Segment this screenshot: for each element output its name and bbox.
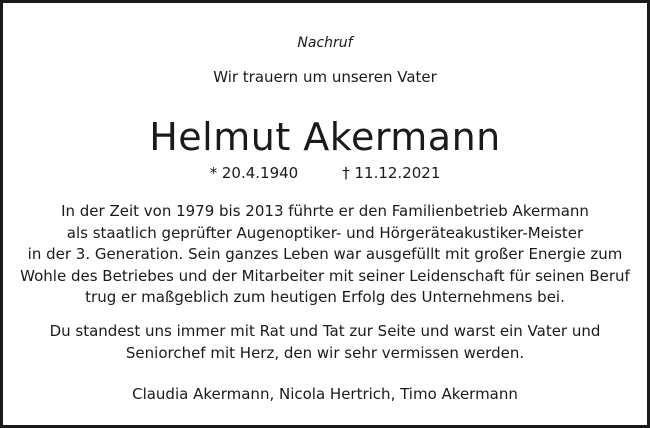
biography-line: trug er maßgeblich zum heutigen Erfolg des Unternehmens bei. <box>85 288 565 306</box>
life-dates <box>3 163 647 183</box>
deceased-name: Helmut Akermann <box>149 115 501 159</box>
closing-line: Seniorchef mit Herz, den wir sehr vermissen werden. <box>125 343 525 362</box>
biography-line: In der Zeit von 1979 bis 2013 führte er den Familienbetrieb Akermann <box>61 202 589 220</box>
death-date: † 11.12.2021 <box>342 164 441 182</box>
signers-line: Claudia Akermann, Nicola Hertrich, Timo Akermann <box>132 385 518 403</box>
intro-line: Wir trauern um unseren Vater <box>213 68 437 86</box>
biography-line: Wohle des Betriebes und der Mitarbeiter mit seiner Leidenschaft für seinen Beruf <box>20 266 630 285</box>
notice-heading: Nachruf <box>297 35 353 51</box>
closing-line: Du standest uns immer mit Rat und Tat zur Seite und warst ein Vater und <box>49 322 601 340</box>
biography-line: als staatlich geprüfter Augenoptiker- und Hörgeräteakustiker-Meister <box>66 223 584 242</box>
biography-paragraph <box>3 201 647 309</box>
biography-line: in der 3. Generation. Sein ganzes Leben war ausgefüllt mit großer Energie zum <box>27 245 623 263</box>
closing-paragraph <box>3 321 647 364</box>
birth-date: * 20.4.1940 <box>209 164 299 182</box>
